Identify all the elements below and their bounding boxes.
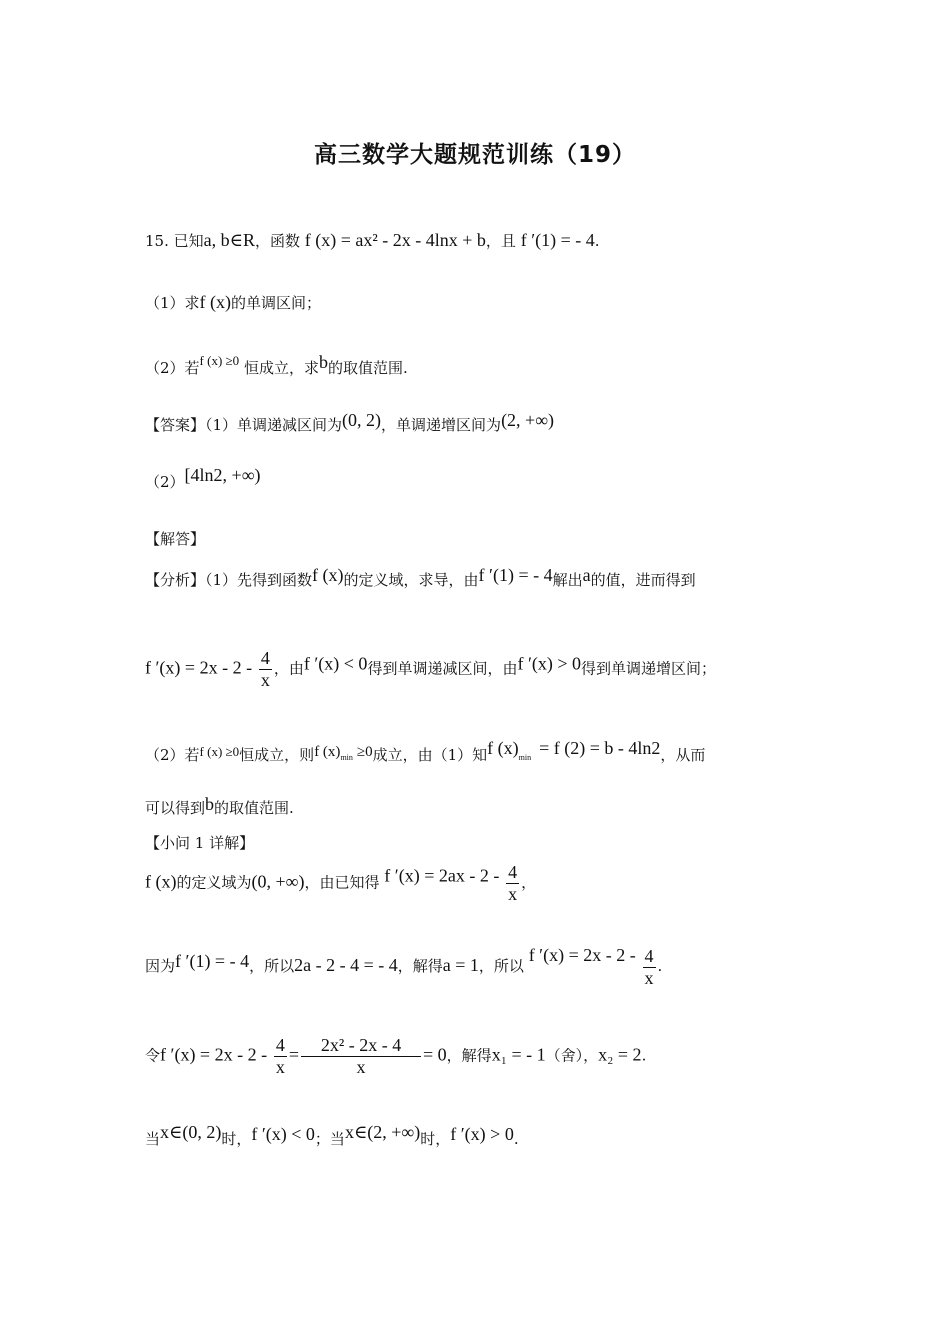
fraction: [301, 1035, 421, 1078]
math: x∈(2, +∞): [344, 1122, 421, 1142]
text: 恒成立，则: [239, 746, 315, 764]
text: ，所以: [249, 957, 295, 975]
math: f ′(x) = 2x - 2 -: [528, 945, 636, 965]
numerator: 4: [644, 945, 654, 966]
sub1-line-2: [145, 945, 662, 989]
analysis-line-3: [145, 738, 705, 765]
denominator: x: [260, 670, 270, 690]
denominator: x: [301, 1056, 421, 1078]
math: (0, +∞): [251, 871, 305, 892]
fraction: [506, 862, 519, 905]
math: b: [318, 352, 328, 372]
text: 得到单调递增区间；: [581, 659, 717, 678]
sub1-line-3: [145, 1035, 646, 1078]
math: b: [205, 794, 215, 814]
text: 的值，进而得到: [590, 571, 696, 589]
text: 得到单调递减区间，由: [367, 659, 518, 678]
text: ，所以: [478, 957, 524, 975]
text: 15. 已知: [145, 232, 204, 250]
text: ，单调递增区间为: [381, 416, 502, 434]
text: 可以得到: [145, 799, 206, 817]
text: ，从而: [660, 746, 706, 764]
math: =: [288, 1044, 300, 1065]
math: f ′(x) < 0: [251, 1124, 315, 1144]
text: 时，: [420, 1130, 451, 1148]
numerator: 4: [508, 862, 518, 882]
math: x∈(0, 2): [160, 1122, 222, 1142]
math: f ′(x) < 0: [303, 653, 368, 674]
text: 的单调区间；: [231, 294, 322, 312]
math: (2, +∞): [501, 410, 555, 430]
text: 成立，由（1）知: [372, 746, 488, 764]
subscript: min: [340, 753, 353, 762]
text: 的取值范围.: [214, 799, 294, 817]
fraction: [259, 648, 272, 691]
analysis-line-4: [145, 794, 294, 818]
math: f (x) = ax² - 2x - 4lnx + b: [304, 230, 486, 250]
problem-line: [145, 230, 600, 251]
math: a, b∈R: [203, 230, 255, 250]
math: f (x): [314, 744, 341, 760]
solution-label: 【解答】: [145, 530, 206, 548]
math: f ′(1) = - 4: [175, 951, 250, 971]
math: = f (2) = b - 4ln2: [539, 738, 661, 758]
text: （2）: [145, 473, 185, 491]
math: f (x): [199, 292, 232, 312]
fraction: [274, 1035, 287, 1078]
math: a: [582, 565, 591, 585]
text: .: [641, 1046, 647, 1065]
question-1: [145, 292, 321, 313]
denominator: x: [275, 1057, 285, 1077]
text: 【答案】（1）单调递减区间为: [145, 416, 343, 434]
math: f (x) ≥0: [199, 744, 240, 759]
math: f (x): [145, 871, 177, 892]
text: 【分析】（1）先得到函数: [145, 571, 313, 589]
analysis-line-1: [145, 565, 696, 590]
sub1-line-4: [145, 1122, 519, 1149]
math: = 0: [423, 1044, 447, 1065]
math: (0, 2): [342, 410, 382, 430]
text: 当: [145, 1130, 161, 1148]
text: ，由已知得: [304, 873, 380, 892]
text: （1）求: [145, 294, 200, 312]
sub1-label: 【小问 1 详解】: [145, 834, 255, 852]
analysis-line-2: [145, 648, 716, 691]
math: 2a - 2 - 4 = - 4: [294, 955, 398, 975]
text: 时，: [221, 1130, 252, 1148]
text: 的定义域，求导，由: [343, 571, 479, 589]
math: x₁ = - 1: [491, 1044, 546, 1065]
numerator: 4: [275, 1035, 285, 1055]
fraction: [643, 946, 656, 989]
text: .: [594, 232, 600, 250]
text: （舍），: [545, 1046, 599, 1065]
text: .: [513, 1130, 519, 1148]
text: ，函数: [254, 232, 300, 250]
answer-line: [145, 410, 554, 435]
text: ，解得: [397, 957, 443, 975]
math: f ′(x) = 2ax - 2 -: [384, 865, 500, 886]
text: ，由: [273, 659, 304, 678]
math: [4ln2, +∞): [184, 465, 261, 485]
text: .: [657, 957, 663, 975]
math: f ′(1) = - 4: [520, 230, 595, 250]
math: f ′(x) = 2x - 2 -: [160, 1044, 268, 1065]
question-2: [145, 352, 408, 378]
math: f ′(x) > 0: [517, 653, 582, 674]
math: f ′(x) = 2x - 2 -: [145, 657, 253, 678]
page-title: 高三数学大题规范训练（19）: [313, 142, 636, 168]
text: （2）若: [145, 359, 200, 377]
text: 恒成立，求: [243, 359, 319, 377]
numerator: 4: [260, 648, 270, 668]
math: f ′(x) > 0: [450, 1124, 514, 1144]
numerator: 2x² - 2x - 4: [320, 1035, 402, 1055]
math: ≥0: [356, 744, 373, 760]
text: ，解得: [446, 1046, 492, 1065]
text: ，且: [485, 232, 516, 250]
sub1-line-1: [145, 862, 536, 905]
text: 的定义域为: [176, 873, 252, 892]
math: f (x): [487, 738, 519, 758]
text: ，: [521, 873, 537, 892]
denominator: x: [508, 884, 518, 904]
answer-line-2: [145, 465, 261, 492]
math: f ′(1) = - 4: [478, 565, 553, 585]
text: （2）若: [145, 746, 200, 764]
text: 因为: [145, 957, 176, 975]
text: 令: [145, 1046, 161, 1065]
text: 解出: [552, 571, 583, 589]
denominator: x: [644, 967, 654, 988]
text: 的取值范围.: [327, 359, 408, 377]
math: a = 1: [442, 955, 479, 975]
math: x₂ = 2: [598, 1044, 642, 1065]
subscript: min: [518, 753, 532, 762]
text: ；当: [314, 1130, 345, 1148]
math: f (x): [312, 565, 344, 585]
math: f (x) ≥0: [199, 353, 240, 368]
